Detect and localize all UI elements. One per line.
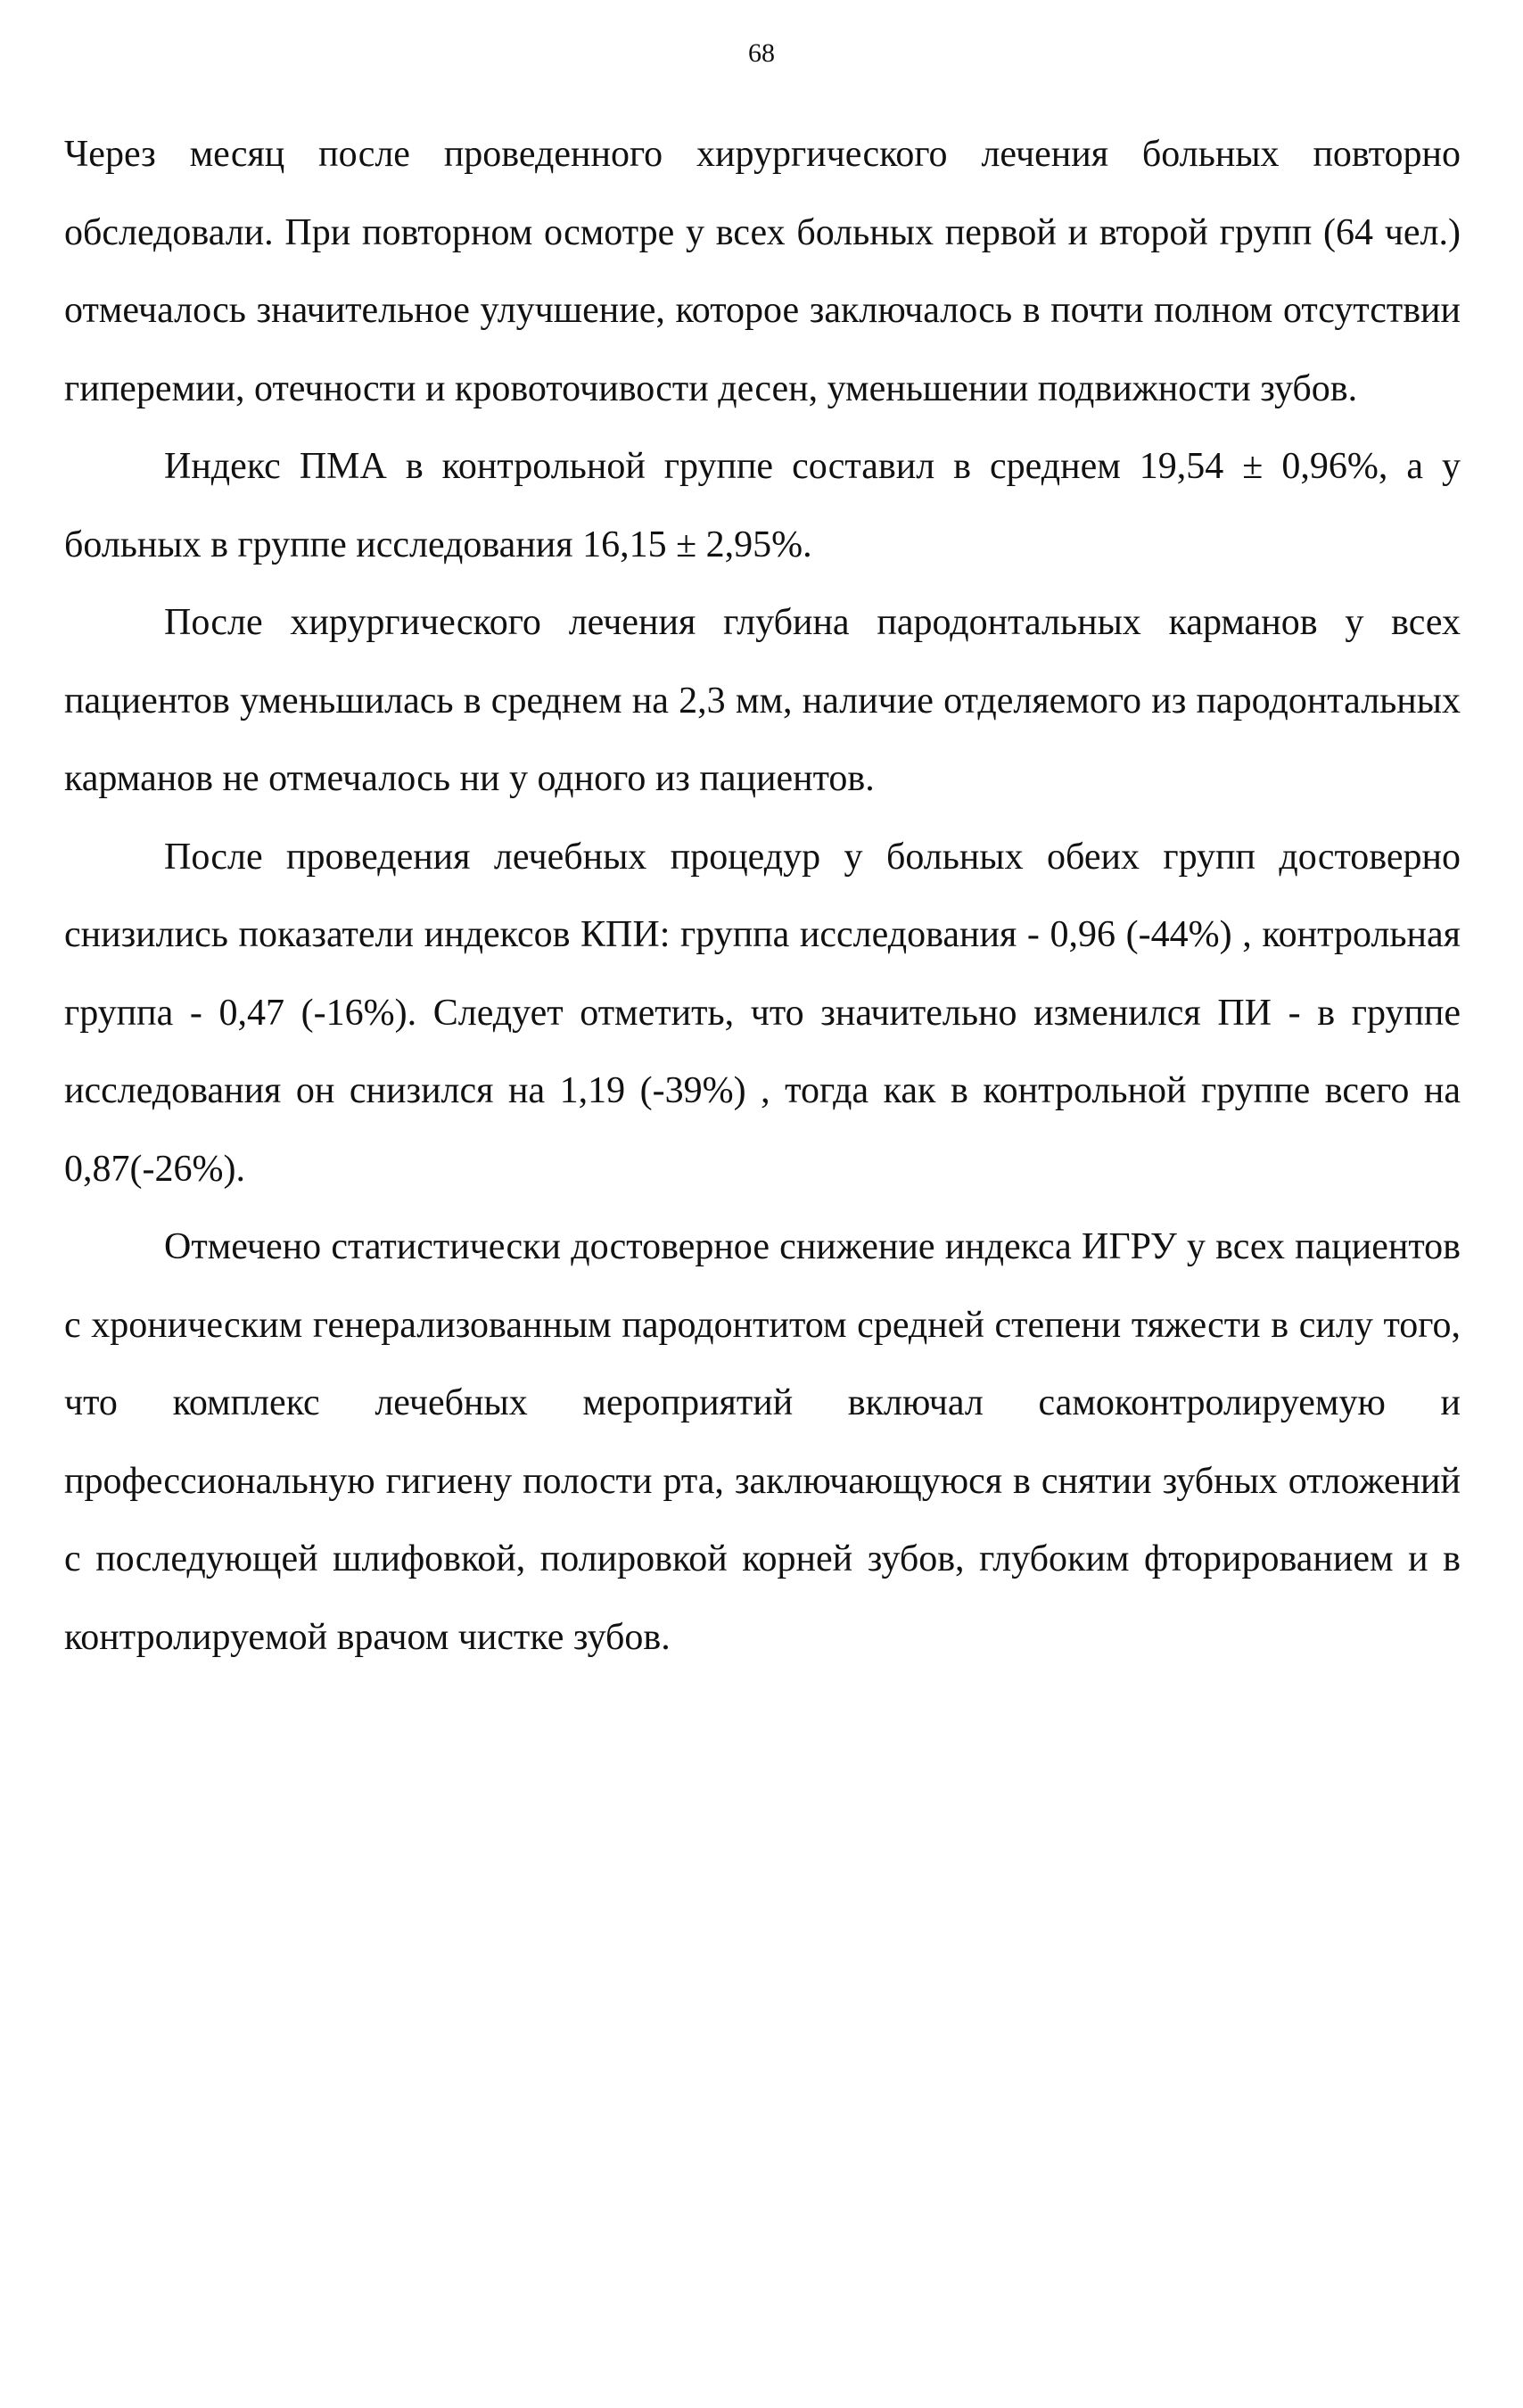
paragraph-pocket-depth: После хирургического лечения глубина пародонтальных карманов у всех пациентов уменьшилась в среднем на 2,3 мм, наличие отделяемого из пародонтальных карманов не отмечалось ни у одного из пациентов. (64, 602, 1461, 799)
paragraph-igru-index: Отмечено статистически достоверное снижение индекса ИГРУ у всех пациентов с хроническим генерализованным пародонтитом средней степени тяжести в силу того, что комплекс лечебных мероприятий включал самоконтролируемую и профессиональную гигиену полости рта, заключающуюся в снятии зубных отложений с последующей шлифовкой, полировкой корней зубов, глубоким фторированием и в контролируемой врачом чистке зубов. (64, 1226, 1461, 1658)
paragraph-follow-up-exam: Через месяц после проведенного хирургического лечения больных повторно обследовали. При повторном осмотре у всех больных первой и второй групп (64 чел.) отмечалось значительное улучшение, которое заключалось в почти полном отсутствии гиперемии, отечности и кровоточивости десен, уменьшении подвижности зубов. (64, 134, 1461, 409)
paragraph-kpi-index: После проведения лечебных процедур у больных обеих групп достоверно снизились показатели индексов КПИ: группа исследования - 0,96 (-44%) , контрольная группа - 0,47 (-16%). Следует отметить, что значительно изменился ПИ - в группе исследования он снизился на 1,19 (-39%) , тогда как в контрольной группе всего на 0,87(-26%). (64, 836, 1461, 1190)
paragraph-pma-index: Индекс ПМА в контрольной группе составил в среднем 19,54 ± 0,96%, а у больных в группе исследования 16,15 ± 2,95%. (64, 446, 1461, 565)
page-number: 68 (748, 38, 775, 68)
body-text (64, 116, 1461, 1677)
